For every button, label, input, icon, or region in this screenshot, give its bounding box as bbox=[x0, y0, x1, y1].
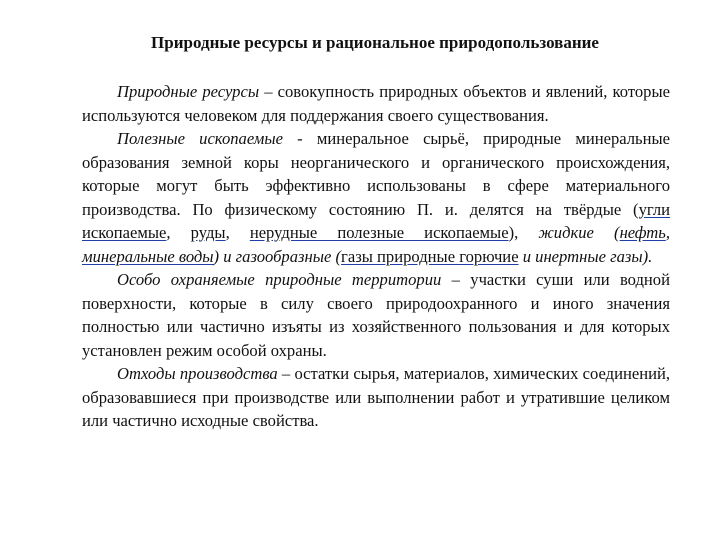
term-inert-gases: и инертные газы). bbox=[518, 246, 653, 266]
term-gaseous: и газообразные bbox=[223, 246, 332, 266]
definition-natural-resources: – совокупность природных объектов и явлений, которые используются человеком для поддержания своего существования. bbox=[82, 82, 670, 125]
term-production-waste: Отходы производства bbox=[117, 364, 278, 383]
link-oil[interactable]: нефть bbox=[619, 223, 666, 242]
separator: , bbox=[225, 223, 250, 242]
term-liquid: жидкие bbox=[538, 223, 594, 242]
term-natural-resources: Природные ресурсы bbox=[117, 82, 260, 101]
paragraph-production-waste bbox=[82, 362, 670, 433]
separator: ( bbox=[331, 246, 342, 266]
term-protected-areas: Особо охраняемые природные территории bbox=[117, 270, 442, 289]
separator: ) bbox=[213, 246, 224, 266]
definition-minerals: - минеральное сырьё, природные минеральные образования земной коры неорганического и органического происхождения, которые могут быть эффективно использованы в сфере материального производства. По физическому состоянию П. и. делятся на твёрдые ( bbox=[82, 129, 671, 219]
link-coal[interactable]: угли ископаемые bbox=[82, 199, 670, 242]
link-nonmetallic-minerals[interactable]: нерудные полезные ископаемые bbox=[249, 223, 509, 242]
body-text bbox=[82, 80, 670, 433]
paragraph-natural-resources bbox=[82, 80, 670, 127]
separator: ( bbox=[593, 223, 620, 242]
separator: ), bbox=[508, 223, 539, 242]
definition-production-waste: – остатки сырья, материалов, химических соединений, образовавшиеся при производстве или выполнении работ и утратившие целиком или частично исходные свойства. bbox=[82, 364, 670, 430]
paragraph-protected-areas bbox=[82, 268, 670, 362]
term-minerals: Полезные ископаемые bbox=[117, 129, 283, 148]
definition-protected-areas: – участки суши или водной поверхности, которые в силу своего природоохранного и иного значения полностью или частично изъяты из хозяйственного пользования и для которых установлен режим особой охраны. bbox=[82, 270, 670, 360]
page-title: Природные ресурсы и рациональное природопользование bbox=[151, 33, 599, 52]
separator: , bbox=[166, 223, 191, 242]
link-ores[interactable]: руды bbox=[190, 223, 226, 242]
paragraph-minerals bbox=[82, 127, 670, 268]
separator: , bbox=[665, 223, 670, 242]
link-natural-gases[interactable]: газы природные горючие bbox=[341, 246, 519, 266]
link-mineral-waters[interactable]: минеральные воды bbox=[82, 246, 214, 266]
